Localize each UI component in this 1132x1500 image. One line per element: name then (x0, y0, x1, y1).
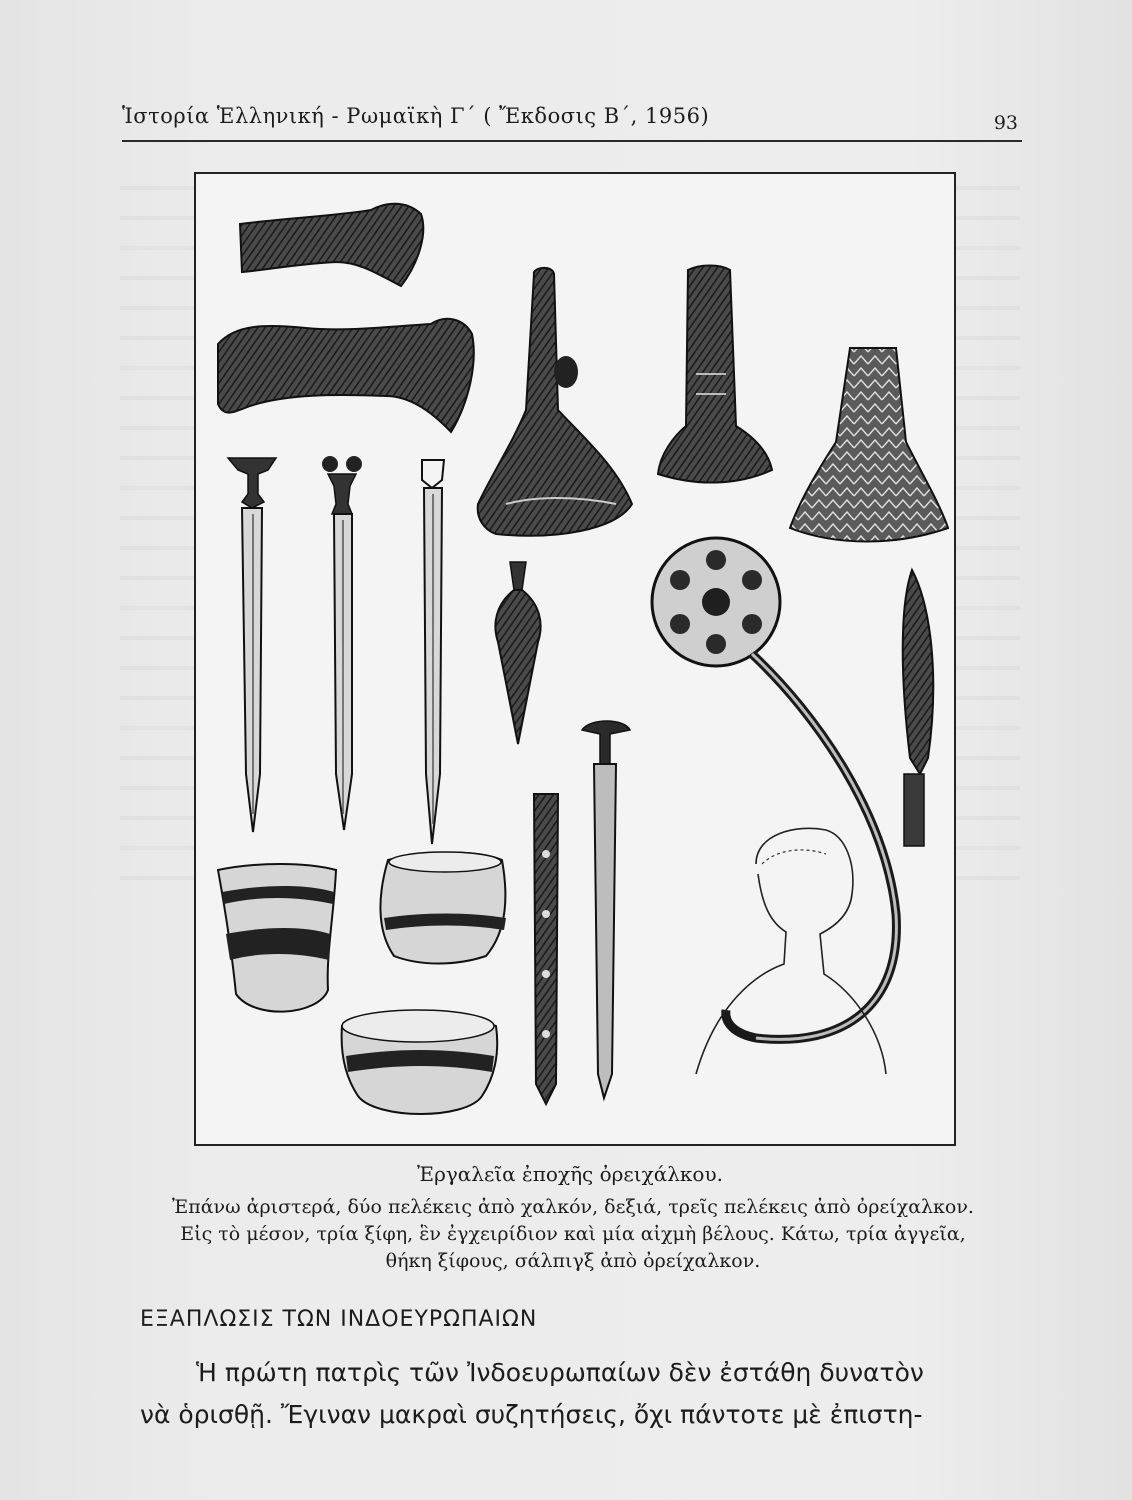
running-head (122, 104, 1022, 142)
illustration-plate (194, 172, 956, 1146)
bronze-axe-3 (790, 348, 948, 542)
bronze-axe-1 (478, 268, 632, 536)
page-number: 93 (993, 112, 1018, 134)
copper-axe-2 (218, 319, 474, 432)
sword-3 (422, 460, 444, 844)
vessel-1 (218, 864, 336, 1012)
sword-1 (228, 458, 276, 832)
dagger (495, 562, 540, 744)
short-sword (582, 721, 630, 1098)
body-line: Ἡ πρώτη πατρὶς τῶν Ἰνδοευρωπαίων δὲν ἐστάθη δυνατὸν (196, 1358, 924, 1387)
sword-scabbard (534, 794, 558, 1104)
caption-line: Ἐπάνω ἀριστερά, δύο πελέκεις ἀπὸ χαλκόν, δεξιά, τρεῖς πελέκεις ἀπὸ ὀρείχαλκον. (172, 1196, 974, 1218)
caption-line: θήκη ξίφους, σάλπιγξ ἀπὸ ὀρείχαλκον. (385, 1250, 761, 1272)
figure-caption-title: Ἐργαλεῖα ἐποχῆς ὀρειχάλκου. (417, 1162, 723, 1186)
vessel-3 (342, 1010, 498, 1114)
bronze-axe-2 (658, 266, 772, 483)
bronze-trumpet (652, 538, 896, 1039)
body-paragraph (140, 1352, 1020, 1436)
vessel-2 (380, 852, 506, 964)
caption-line: Εἰς τὸ μέσον, τρία ξίφη, ἓν ἐγχειρίδιον καὶ μία αἰχμὴ βέλους. Κάτω, τρία ἀγγεῖα, (180, 1223, 966, 1245)
copper-axe-1 (240, 204, 423, 286)
section-heading: ΕΞΑΠΛΩΣΙΣ ΤΩΝ ΙΝΔΟΕΥΡΩΠΑΙΩΝ (140, 1307, 538, 1332)
figure-caption (128, 1194, 1018, 1275)
body-line: νὰ ὁρισθῇ. Ἔγιναν μακραὶ συζητήσεις, ὄχι πάντοτε μὲ ἐπιστη- (140, 1400, 923, 1429)
running-title: Ἱστορία Ἑλληνική - Ρωμαϊκὴ Γ΄ ( Ἔκδοσις Β΄, 1956) (122, 104, 710, 128)
sword-2 (322, 456, 362, 830)
spearhead (903, 570, 934, 846)
bronze-age-tools-illustration (196, 174, 954, 1144)
